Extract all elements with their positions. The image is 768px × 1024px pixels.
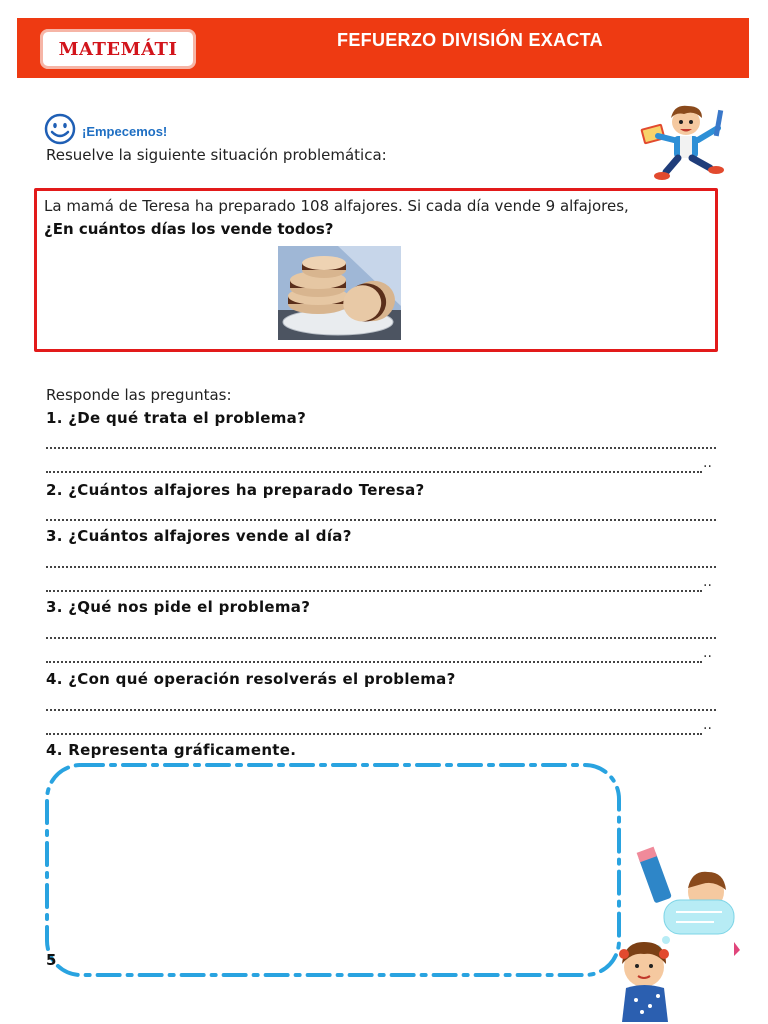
question-4: 3. ¿Qué nos pide el problema? xyxy=(46,598,311,616)
subject-badge: MATEMÁTI xyxy=(38,27,198,71)
answer-line[interactable] xyxy=(46,727,702,735)
smiley-icon xyxy=(44,113,76,145)
question-5: 4. ¿Con qué operación resolverás el problema? xyxy=(46,670,456,688)
line-ending: .. xyxy=(703,645,712,661)
line-ending: .. xyxy=(703,455,712,471)
answer-line[interactable] xyxy=(46,584,702,592)
answer-line[interactable] xyxy=(46,441,716,449)
drawing-area[interactable] xyxy=(44,762,622,978)
question-6: 4. Representa gráficamente. xyxy=(46,741,297,759)
line-ending: .. xyxy=(703,717,712,733)
girl-thinking-illustration xyxy=(606,842,746,1022)
answer-line[interactable] xyxy=(46,631,716,639)
answer-line[interactable] xyxy=(46,560,716,568)
line-ending: .. xyxy=(703,574,712,590)
answer-line[interactable] xyxy=(46,513,716,521)
questions-intro: Responde las preguntas: xyxy=(46,386,232,404)
answer-line[interactable] xyxy=(46,655,702,663)
alfajores-image xyxy=(278,246,401,340)
intro-heading: ¡Empecemos! xyxy=(82,124,168,139)
problem-statement: La mamá de Teresa ha preparado 108 alfajores. Si cada día vende 9 alfajores, xyxy=(44,197,629,215)
answer-line[interactable] xyxy=(46,703,716,711)
intro-instruction: Resuelve la siguiente situación problemática: xyxy=(46,146,387,164)
stray-mark: 5 xyxy=(46,951,57,969)
question-2: 2. ¿Cuántos alfajores ha preparado Teresa? xyxy=(46,481,425,499)
question-3: 3. ¿Cuántos alfajores vende al día? xyxy=(46,527,352,545)
answer-line[interactable] xyxy=(46,465,702,473)
kid-running-illustration xyxy=(636,100,736,186)
page-title: FEFUERZO DIVISIÓN EXACTA xyxy=(337,30,603,50)
problem-question: ¿En cuántos días los vende todos? xyxy=(44,220,334,238)
question-1: 1. ¿De qué trata el problema? xyxy=(46,409,307,427)
